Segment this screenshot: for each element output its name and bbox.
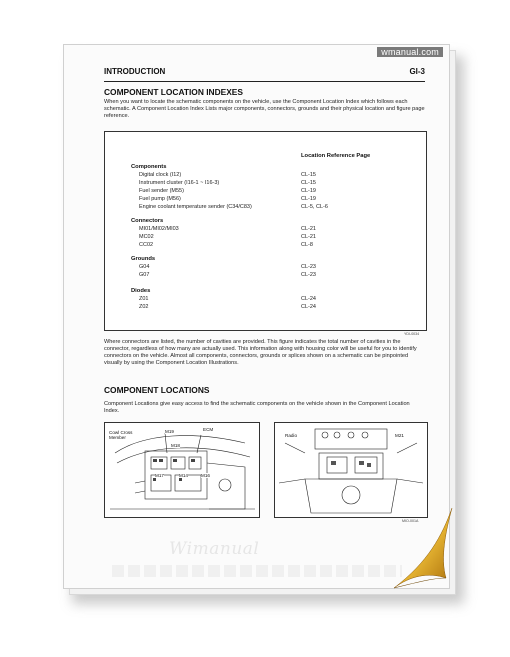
intro-paragraph: When you want to locate the schematic components on the vehicle, use the Component Location Index which follows each schematic. A Component Location Index Lists major components, connectors, grounds and their physical location and figure page reference. (104, 99, 425, 119)
index-ref: CL-21 (301, 234, 316, 240)
index-ref: CL-23 (301, 272, 316, 278)
index-ref: CL-19 (301, 188, 316, 194)
label-cowl-cross-member: Cowl Cross Member (109, 430, 135, 440)
index-item: Z02 (139, 304, 149, 310)
index-ref: CL-24 (301, 304, 316, 310)
page-number: GI-3 (409, 67, 425, 76)
watermark-url: wmanual.com (377, 47, 443, 57)
index-ref: CL-21 (301, 226, 316, 232)
index-item: Engine coolant temperature sender (C34/C83) (139, 204, 252, 210)
index-item: MC02 (139, 234, 154, 240)
index-item: G04 (139, 264, 150, 270)
page-curl-corner (388, 506, 454, 592)
right-illustration-drawing (275, 423, 427, 517)
index-item: G07 (139, 272, 150, 278)
index-item: CC02 (139, 242, 154, 248)
label-m21: M21 (395, 433, 404, 438)
index-item: Instrument cluster (I16-1 ~ I16-3) (139, 180, 220, 186)
index-ref: CL-24 (301, 296, 316, 302)
column-header: Location Reference Page (301, 153, 371, 159)
illustration-center-console-right (274, 422, 428, 518)
index-item: Fuel pump (M56) (139, 196, 181, 202)
index-ref: CL-15 (301, 172, 316, 178)
group-heading: Connectors (131, 218, 164, 224)
locations-paragraph: Component Locations give easy access to find the schematic components on the vehicle shown in the Component Location Index. (104, 401, 410, 414)
illustration-code: MIO-001A (402, 519, 419, 523)
label-m14: M14 (179, 473, 188, 478)
index-item: Fuel sender (M55) (139, 188, 184, 194)
index-item: Digital clock (I12) (139, 172, 182, 178)
location-index-figure (104, 131, 427, 331)
label-ecm: ECM (203, 427, 214, 432)
group-heading: Components (131, 164, 167, 170)
page-header (104, 67, 425, 79)
label-m16: M16 (201, 473, 210, 478)
label-m18: M18 (171, 443, 180, 448)
figure-code: YDI-0034 (404, 332, 420, 336)
index-ref: CL-19 (301, 196, 316, 202)
label-m19: M19 (165, 429, 174, 434)
label-m17: M17 (155, 473, 164, 478)
label-radio: Radio (285, 433, 298, 438)
heading-component-locations: COMPONENT LOCATIONS (104, 385, 210, 395)
index-ref: CL-8 (301, 242, 313, 248)
index-ref: CL-15 (301, 180, 316, 186)
header-rule (104, 81, 425, 82)
group-heading: Diodes (131, 288, 151, 294)
section-title: INTRODUCTION (104, 67, 166, 76)
illustration-instrument-panel-left (104, 422, 260, 518)
heading-location-indexes: COMPONENT LOCATION INDEXES (104, 87, 243, 97)
index-item: MI01/MI02/MI03 (139, 226, 179, 232)
watermark-logo: Wimanual (169, 539, 260, 559)
group-heading: Grounds (131, 256, 156, 262)
watermark-strip (112, 565, 402, 577)
index-ref: CL-23 (301, 264, 316, 270)
index-ref: CL-5, CL-6 (301, 204, 328, 210)
connectors-paragraph: Where connectors are listed, the number of cavities are provided. This figure indicates the total number of cavities in the connector, regardless of how many are actually used. This information along with housing color will be useful for you to identify connectors on the vehicle. Almost all components, connectors, grounds or splices shown on a schematic can be pinpointed visually by using the Component Location Illustrations. (104, 339, 417, 366)
index-item: Z01 (139, 296, 149, 302)
